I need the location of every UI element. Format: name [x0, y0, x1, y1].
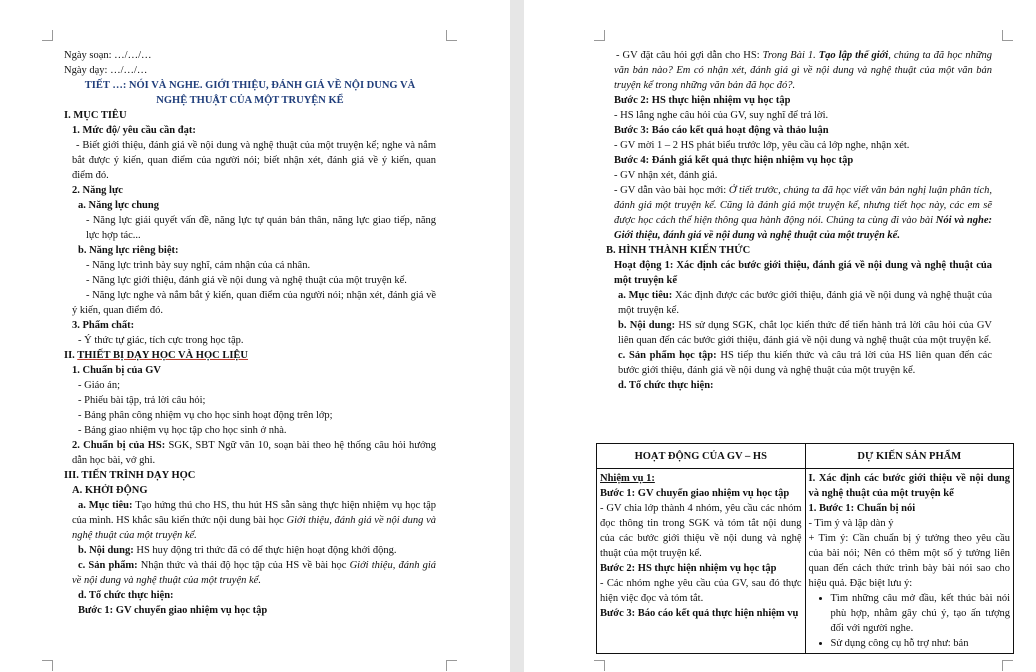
heading-equipment: [64, 348, 436, 363]
text: SGK, SBT Ngữ văn 10, soạn bài theo hệ thống câu hỏi hướng dẫn học bài, vở ghi.: [72, 440, 436, 466]
subheading-level: 1. Mức độ/ yêu cầu cần đạt:: [72, 125, 196, 136]
step-heading: 1. Bước 1: Chuẩn bị nói: [808, 503, 916, 514]
crop-mark: [42, 30, 53, 41]
document-page-1: [0, 0, 510, 672]
label: c. Sản phẩm học tập:: [618, 350, 717, 361]
subheading-specific: b. Năng lực riêng biệt:: [78, 245, 179, 256]
paragraph: [614, 318, 992, 348]
crop-mark: [446, 660, 457, 671]
text-italic: Giới thiệu, đánh giá về nội dung và nghệ thuật của một truyện kể.: [72, 560, 436, 586]
date-prepared: Ngày soạn: …/…/…: [64, 50, 152, 61]
page-2-body: [606, 48, 993, 393]
label: a. Mục tiêu:: [78, 500, 133, 511]
text-bold-italic: Nói và nghe: Giới thiệu, đánh giá về nội dung và nghệ thuật của một truyện kể.: [614, 215, 992, 241]
paragraph: - Biết giới thiệu, đánh giá về nội dung và nghệ thuật của một truyện kể; nghe và nắm bắt được ý kiến, quan điểm của người nói; biết nhận xét, đánh giá về ý kiến, quan điểm đó.: [72, 140, 436, 181]
section-heading: I. Xác định các bước giới thiệu về nội dung và nghệ thuật của một truyện kể: [808, 473, 1010, 499]
page-1-body: [64, 48, 436, 618]
label: c. Sản phẩm:: [78, 560, 138, 571]
crop-mark: [1002, 660, 1013, 671]
step-heading: Bước 1: GV chuyển giao nhiệm vụ học tập: [78, 605, 268, 616]
heading-text: THIẾT BỊ DẠY HỌC VÀ HỌC LIỆU: [77, 350, 249, 361]
paragraph: [614, 48, 992, 93]
subheading-general: a. Năng lực chung: [78, 200, 159, 211]
task-label: Nhiệm vụ 1:: [600, 473, 655, 484]
subheading-organization: d. Tổ chức thực hiện:: [78, 590, 174, 601]
list-item: - Bảng giao nhiệm vụ học tập cho học sinh ở nhà.: [78, 425, 287, 436]
text-bold-italic: Tạo lập thế giới: [818, 50, 889, 61]
paragraph: - GV mời 1 – 2 HS phát biểu trước lớp, yêu cầu cả lớp nghe, nhận xét.: [614, 140, 910, 151]
table-header: HOẠT ĐỘNG CỦA GV – HS: [597, 444, 806, 469]
paragraph: - GV chia lớp thành 4 nhóm, yêu cầu các nhóm đọc thông tin trong SGK và tóm tắt nội dung của các bước giới thiệu về nội dung và nghệ thuật của một truyện kể.: [600, 503, 802, 559]
paragraph: [614, 348, 992, 378]
activity-table: [596, 443, 1014, 654]
step-heading: Bước 3: Báo cáo kết quả thực hiện nhiệm vụ: [600, 608, 799, 619]
text: - GV dẫn vào bài học mới:: [614, 185, 729, 196]
text: HS tiếp thu kiến thức và câu trả lời của HS liên quan đến các bước giới thiệu, đánh giá về nội dung và nghệ thuật của một truyện kể.: [618, 350, 992, 376]
paragraph: [614, 288, 992, 318]
subheading-teacher-prep: 1. Chuẩn bị của GV: [72, 365, 161, 376]
table-row: [597, 469, 1014, 654]
paragraph: - Tìm ý và lập dàn ý: [808, 518, 894, 529]
document-page-2: [524, 0, 1036, 672]
heading-number: II.: [64, 350, 75, 361]
step-heading: Bước 1: GV chuyển giao nhiệm vụ học tập: [600, 488, 790, 499]
paragraph: - Năng lực giới thiệu, đánh giá về nội dung và nghệ thuật của một truyện kể.: [86, 275, 407, 286]
text: Xác định được các bước giới thiệu, đánh giá về nội dung và nghệ thuật của một truyện kể.: [618, 290, 992, 316]
text: HS huy động tri thức đã có để thực hiện hoạt động khởi động.: [133, 545, 397, 556]
date-taught: Ngày dạy: …/…/…: [64, 65, 148, 76]
text: - GV đặt câu hỏi gợi dẫn cho HS:: [616, 50, 763, 61]
text-italic: Trong Bài 1.: [762, 50, 819, 61]
step-heading: Bước 2: HS thực hiện nhiệm vụ học tập: [600, 563, 777, 574]
paragraph: - Năng lực nghe và nắm bắt ý kiến, quan điểm của người nói; nhận xét, đánh giá về ý kiến, quan điểm đó.: [72, 290, 436, 316]
paragraph: [64, 438, 436, 468]
activity-heading: Hoạt động 1: Xác định các bước giới thiệu, đánh giá về nội dung và nghệ thuật của một truyện kể: [614, 260, 992, 286]
text: Tạo hứng thú cho HS, thu hút HS sẵn sàng thực hiện nhiệm vụ học tập của mình. HS khắc sâu kiến thức nội dung bài học: [72, 500, 437, 526]
text-italic: Giới thiệu, đánh giá về nội dung và nghệ thuật của một truyện kể.: [72, 515, 436, 541]
paragraph: [64, 558, 436, 588]
crop-mark: [1002, 30, 1013, 41]
list-item: - Giáo án;: [78, 380, 120, 391]
list-item: • Sử dụng công cụ hỗ trợ như: bản: [831, 636, 1011, 651]
paragraph: [614, 183, 992, 243]
label: b. Nội dung:: [618, 320, 676, 331]
subheading-competence: 2. Năng lực: [72, 185, 123, 196]
paragraph: - Năng lực trình bày suy nghĩ, cảm nhận của cá nhân.: [86, 260, 311, 271]
heading-objectives: I. MỤC TIÊU: [64, 110, 127, 121]
label: a. Mục tiêu:: [618, 290, 673, 301]
table-cell-activities: [597, 469, 806, 654]
paragraph: - GV nhận xét, đánh giá.: [614, 170, 718, 181]
subheading-quality: 3. Phẩm chất:: [72, 320, 135, 331]
paragraph: - HS lắng nghe câu hỏi của GV, suy nghĩ để trả lời.: [614, 110, 829, 121]
subheading-organization: d. Tổ chức thực hiện:: [618, 380, 714, 391]
step-heading: Bước 2: HS thực hiện nhiệm vụ học tập: [614, 95, 791, 106]
crop-mark: [594, 30, 605, 41]
paragraph: [64, 543, 436, 558]
list-item: - Phiếu bài tập, trả lời câu hỏi;: [78, 395, 206, 406]
paragraph: - Ý thức tự giác, tích cực trong học tập.: [78, 335, 244, 346]
label: 2. Chuẩn bị của HS:: [72, 440, 166, 451]
table-header: DỰ KIẾN SẢN PHẨM: [805, 444, 1014, 469]
subheading-warmup: A. KHỞI ĐỘNG: [72, 485, 148, 496]
text-italic: , chúng ta đã học những văn bản nào? Em có nhận xét, đánh giá gì về nội dung và nghệ thuật của một văn bản truyện kể trong những văn bản đã học đó?.: [614, 50, 993, 91]
table-header-row: [597, 444, 1014, 469]
crop-mark: [446, 30, 457, 41]
text: Nhận thức và thái độ học tập của HS về bài học: [137, 560, 350, 571]
lesson-title-line-1: TIẾT …: NÓI VÀ NGHE. GIỚI THIỆU, ĐÁNH GIÁ VỀ NỘI DUNG VÀ: [84, 80, 416, 91]
heading-knowledge: B. HÌNH THÀNH KIẾN THỨC: [606, 245, 751, 256]
step-heading: Bước 3: Báo cáo kết quả hoạt động và thảo luận: [614, 125, 829, 136]
lesson-title-line-2: NGHỆ THUẬT CỦA MỘT TRUYỆN KỂ: [156, 95, 344, 106]
step-heading: Bước 4: Đánh giá kết quả thực hiện nhiệm vụ học tập: [614, 155, 854, 166]
paragraph: - Các nhóm nghe yêu cầu của GV, sau đó thực hiện việc đọc và tóm tắt.: [600, 578, 802, 604]
heading-process: III. TIẾN TRÌNH DẠY HỌC: [64, 470, 196, 481]
bullet-list: [809, 591, 1011, 651]
paragraph: + Tìm ý: Cần chuẩn bị ý tưởng theo yêu cầu của bài nói; Nên có thêm một số ý tưởng liên quan đến cách thức trình bày bài nói sao cho hiệu quả. Đặc biệt lưu ý:: [808, 533, 1010, 589]
text-italic: Ở tiết trước, chúng ta đã học viết văn bản nghị luận phân tích, đánh giá một truyện kể. Cũng là đánh giá một truyện kể, nhưng tiết học này, các em sẽ được học cách thể hiện thông qua hành động nói. Chúng ta cùng đi vào bài: [614, 185, 992, 226]
table-cell-products: [805, 469, 1014, 654]
paragraph: [64, 498, 436, 543]
crop-mark: [594, 660, 605, 671]
list-item: • Tìm những câu mở đầu, kết thúc bài nói phù hợp, nhằm gây chú ý, tạo ấn tượng đối với người nghe.: [831, 591, 1011, 636]
crop-mark: [42, 660, 53, 671]
paragraph: - Năng lực giải quyết vấn đề, năng lực tự quản bản thân, năng lực giao tiếp, năng lực hợp tác...: [86, 215, 436, 241]
list-item: - Bảng phân công nhiệm vụ cho học sinh hoạt động trên lớp;: [78, 410, 333, 421]
label: b. Nội dung:: [78, 545, 134, 556]
text: HS sử dụng SGK, chắt lọc kiến thức để tiến hành trả lời câu hỏi của GV liên quan đến các bước giới thiệu, đánh giá về nội dung và nghệ thuật của một truyện kể.: [618, 320, 992, 346]
